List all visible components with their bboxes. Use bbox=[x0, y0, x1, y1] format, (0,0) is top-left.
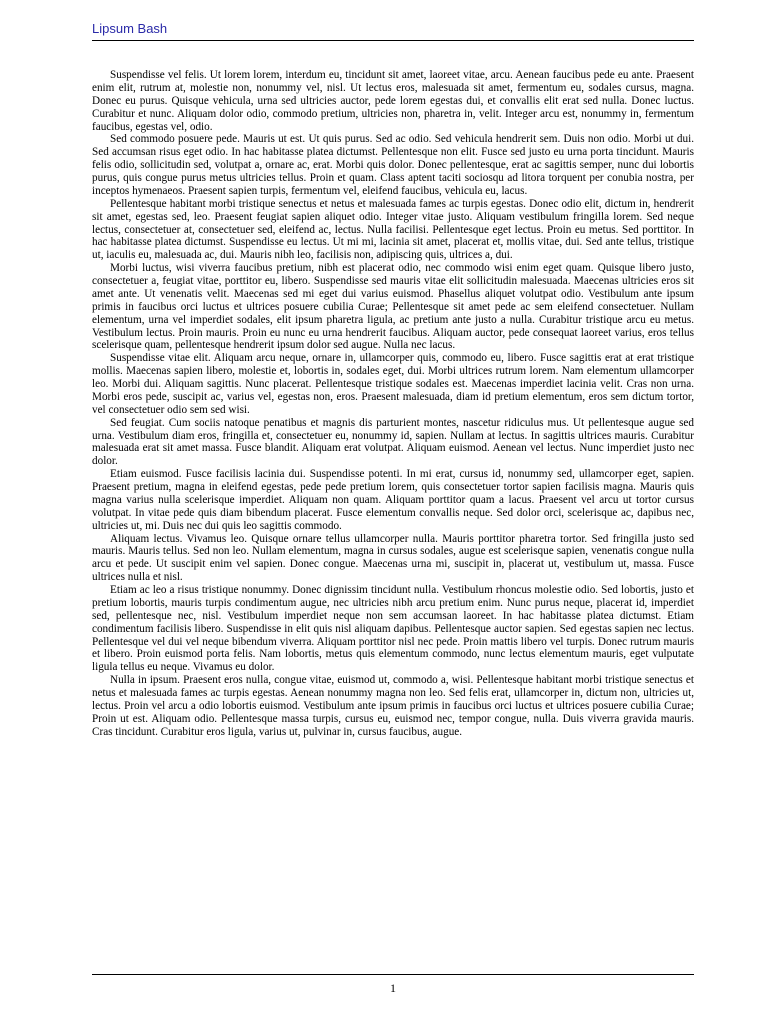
page-number: 1 bbox=[390, 981, 396, 995]
footer-rule bbox=[92, 974, 694, 975]
paragraph: Nulla in ipsum. Praesent eros nulla, congue vitae, euismod ut, commodo a, wisi. Pellentesque habitant morbi tristique senectus et netus et malesuada fames ac turpis egestas. Aenean nonummy magna non leo. Sed felis erat, ullamcorper in, dictum non, ultricies ut, lectus. Proin vel arcu a odio lobortis euismod. Vestibulum ante ipsum primis in faucibus orci luctus et ultrices posuere cubilia Curae; Proin ut est. Aliquam odio. Pellentesque massa turpis, cursus eu, euismod nec, tempor congue, nulla. Duis viverra gravida mauris. Cras tincidunt. Curabitur eros ligula, varius ut, pulvinar in, cursus faucibus, augue. bbox=[92, 674, 694, 738]
paragraph: Suspendisse vitae elit. Aliquam arcu neque, ornare in, ullamcorper quis, commodo eu, libero. Fusce sagittis erat at erat tristique mollis. Maecenas sapien libero, molestie et, lobortis in, sodales eget, dui. Morbi ultrices rutrum lorem. Nam elementum ullamcorper leo. Morbi dui. Aliquam sagittis. Nunc placerat. Pellentesque tristique sodales est. Maecenas imperdiet lacinia velit. Cras non urna. Morbi eros pede, suscipit ac, varius vel, egestas non, eros. Praesent malesuada, diam id pretium elementum, eros sem dictum tortor, vel consectetuer odio sem sed wisi. bbox=[92, 352, 694, 416]
paragraph: Suspendisse vel felis. Ut lorem lorem, interdum eu, tincidunt sit amet, laoreet vitae, arcu. Aenean faucibus pede eu ante. Praesent enim elit, rutrum at, molestie non, nonummy vel, nisl. Ut lectus eros, malesuada sit amet, fermentum eu, sodales cursus, magna. Donec eu purus. Quisque vehicula, urna sed ultricies auctor, pede lorem egestas dui, et convallis elit erat sed nulla. Donec luctus. Curabitur et nunc. Aliquam dolor odio, commodo pretium, ultricies non, pharetra in, velit. Integer arcu est, nonummy in, fermentum faucibus, egestas vel, odio. bbox=[92, 69, 694, 133]
paragraph: Pellentesque habitant morbi tristique senectus et netus et malesuada fames ac turpis egestas. Donec odio elit, dictum in, hendrerit sit amet, egestas sed, leo. Praesent feugiat sapien aliquet odio. Integer vitae justo. Aliquam vestibulum fringilla lorem. Sed neque lectus, consectetuer at, consectetuer sed, eleifend ac, lectus. Nulla facilisi. Pellentesque eget lectus. Proin eu metus. Sed porttitor. In hac habitasse platea dictumst. Suspendisse eu lectus. Ut mi mi, lacinia sit amet, placerat et, mollis vitae, dui. Sed ante tellus, tristique ut, iaculis eu, malesuada ac, dui. Mauris nibh leo, facilisis non, adipiscing quis, ultrices a, dui. bbox=[92, 197, 694, 262]
paragraph: Etiam ac leo a risus tristique nonummy. Donec dignissim tincidunt nulla. Vestibulum rhoncus molestie odio. Sed lobortis, justo et pretium lobortis, mauris turpis condimentum augue, nec ultricies nibh arcu pretium enim. Nunc purus neque, placerat id, imperdiet sed, pellentesque nec, nisl. Vestibulum imperdiet neque non sem accumsan laoreet. In hac habitasse platea dictumst. Etiam condimentum facilisis libero. Suspendisse in elit quis nisl aliquam dapibus. Pellentesque auctor sapien. Sed egestas sapien nec lectus. Pellentesque vel dui vel neque bibendum viverra. Aliquam porttitor nisl nec pede. Proin mattis libero vel turpis. Donec rutrum mauris et libero. Proin euismod porta felis. Nam lobortis, metus quis elementum commodo, nunc lectus elementum mauris, eget vulputate ligula tellus eu neque. Vivamus eu dolor. bbox=[92, 584, 694, 674]
running-header-title: Lipsum Bash bbox=[92, 21, 168, 36]
body-text bbox=[92, 69, 694, 739]
paragraph: Sed commodo posuere pede. Mauris ut est. Ut quis purus. Sed ac odio. Sed vehicula hendrerit sem. Duis non odio. Morbi ut dui. Sed accumsan risus eget odio. In hac habitasse platea dictumst. Pellentesque non elit. Fusce sed justo eu urna porta tincidunt. Mauris felis odio, sollicitudin sed, volutpat a, ornare ac, erat. Morbi quis dolor. Donec pellentesque, erat ac sagittis semper, nunc dui lobortis purus, quis congue purus metus ultricies tellus. Proin et quam. Class aptent taciti sociosqu ad litora torquent per conubia nostra, per inceptos hymenaeos. Praesent sapien turpis, fermentum vel, eleifend faucibus, vehicula eu, lacus. bbox=[92, 133, 694, 197]
header-rule bbox=[92, 40, 694, 41]
paragraph: Morbi luctus, wisi viverra faucibus pretium, nibh est placerat odio, nec commodo wisi enim eget quam. Quisque libero justo, consectetuer a, feugiat vitae, porttitor eu, libero. Suspendisse sed mauris vitae elit sollicitudin malesuada. Maecenas ultricies eros sit amet ante. Ut venenatis velit. Maecenas sed mi eget dui varius euismod. Phasellus aliquet volutpat odio. Vestibulum ante ipsum primis in faucibus orci luctus et ultrices posuere cubilia Curae; Pellentesque sit amet pede ac sem eleifend consectetuer. Nullam elementum, urna vel imperdiet sodales, elit ipsum pharetra ligula, ac pretium ante justo a nulla. Curabitur tristique arcu eu metus. Vestibulum lectus. Proin mauris. Proin eu nunc eu urna hendrerit faucibus. Aliquam auctor, pede consequat laoreet varius, eros tellus scelerisque quam, pellentesque hendrerit ipsum dolor sed augue. Nulla nec lacus. bbox=[92, 262, 694, 352]
paragraph: Aliquam lectus. Vivamus leo. Quisque ornare tellus ullamcorper nulla. Mauris porttitor pharetra tortor. Sed fringilla justo sed mauris. Mauris tellus. Sed non leo. Nullam elementum, magna in cursus sodales, augue est scelerisque sapien, venenatis congue nulla arcu et pede. Ut suscipit enim vel sapien. Donec congue. Maecenas urna mi, suscipit in, placerat ut, vestibulum ut, massa. Fusce ultrices nulla et nisl. bbox=[92, 532, 694, 584]
paragraph: Etiam euismod. Fusce facilisis lacinia dui. Suspendisse potenti. In mi erat, cursus id, nonummy sed, ullamcorper eget, sapien. Praesent pretium, magna in eleifend egestas, pede pede pretium lorem, quis consectetuer tortor sapien facilisis magna. Mauris quis magna varius nulla scelerisque imperdiet. Aliquam non quam. Aliquam porttitor quam a lacus. Praesent vel arcu ut tortor cursus volutpat. In vitae pede quis diam bibendum placerat. Fusce elementum convallis neque. Sed dolor orci, scelerisque ac, dapibus nec, ultricies ut, mi. Duis nec dui quis leo sagittis commodo. bbox=[92, 468, 694, 532]
paragraph: Sed feugiat. Cum sociis natoque penatibus et magnis dis parturient montes, nascetur ridiculus mus. Ut pellentesque augue sed urna. Vestibulum diam eros, fringilla et, consectetuer eu, nonummy id, sapien. Nullam at lectus. In sagittis ultrices mauris. Curabitur malesuada erat sit amet massa. Fusce blandit. Aliquam erat volutpat. Aliquam euismod. Aenean vel lectus. Nunc imperdiet justo nec dolor. bbox=[92, 416, 694, 468]
